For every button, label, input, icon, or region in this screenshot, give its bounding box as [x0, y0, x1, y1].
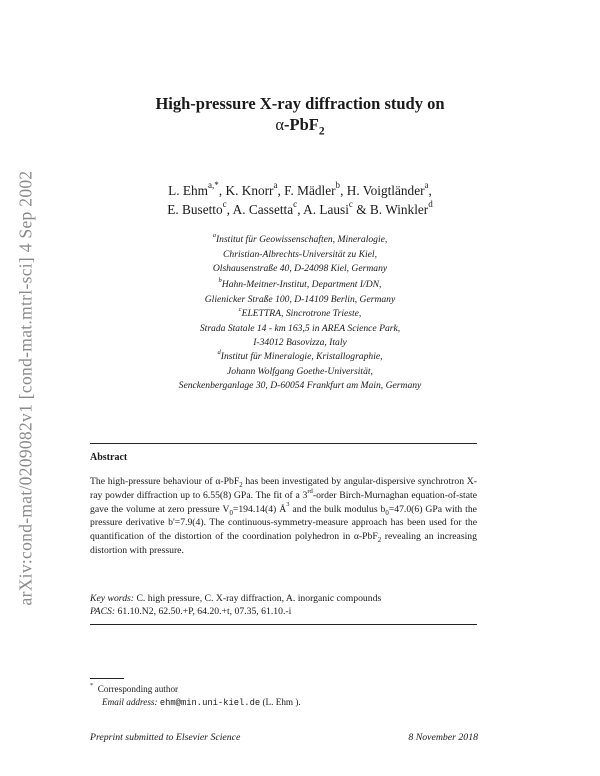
paper-title	[90, 93, 510, 138]
affiliation-d: $^d$Institut für Mineralogie, Kristallographie, Johann Wolfgang Goethe-Universität, Senckenberganlage 30, D-60054 Frankfurt am Main, Germany	[178, 348, 422, 391]
author: A. Lausi	[303, 202, 349, 217]
abstract-bottom-rule	[90, 624, 477, 625]
abstract-heading: Abstract	[90, 452, 128, 463]
page-footer	[90, 732, 478, 743]
abstract-top-rule	[90, 443, 477, 444]
email-link[interactable]: ehm@min.uni-kiel.de	[159, 698, 261, 708]
footnote-rule	[90, 678, 124, 679]
keywords: Key words: C. high pressure, C. X-ray diffraction, A. inorganic compounds	[90, 593, 382, 604]
author: H. Voigtländer	[346, 183, 425, 198]
affiliation-c: $^c$ELETTRA, Sincrotrone Trieste, Strada Statale 14 - km 163,5 in AREA Science Park, I-34012 Basovizza, Italy	[199, 305, 401, 348]
author: A. Cassetta	[232, 202, 294, 217]
footer-journal: Preprint submitted to Elsevier Science	[90, 732, 241, 743]
affiliation-b: $^b$Hahn-Meitner-Institut, Department I/DN, Glienicker Straße 100, D-14109 Berlin, Germany	[204, 276, 396, 305]
corresponding-author-note: * Corresponding author	[90, 682, 179, 694]
email-note: Email address: ehm@min.uni-kiel.de (L. Ehm ).	[102, 697, 301, 708]
pacs-codes: PACS: 61.10.N2, 62.50.+P, 64.20.+t, 07.35, 61.10.-i	[90, 606, 292, 617]
author: E. Busetto	[167, 202, 223, 217]
title-line-2: α-PbF$_2$	[275, 115, 325, 138]
title-line-1: High-pressure X-ray diffraction study on	[155, 94, 445, 113]
author-line-2: E. Busetto$^c$, A. Cassetta$^c$, A. Lausi$^c$ & B. Winkler$^d$	[167, 199, 433, 217]
author-list	[90, 181, 510, 219]
author: L. Ehm	[168, 183, 209, 198]
arxiv-sidebar	[10, 0, 42, 776]
arxiv-identifier: arXiv:cond-mat/0209082v1 [cond-mat.mtrl-sci] 4 Sep 2002	[15, 170, 36, 606]
author-line-1: L. Ehm$^{a,*}$, K. Knorr$^a$, F. Mädler$^b$, H. Voigtländer$^a$,	[168, 180, 432, 198]
affiliation-a: $^a$Institut für Geowissenschaften, Mineralogie, Christian-Albrechts-Universität zu Kiel, Olshausenstraße 40, D-24098 Kiel, Germany	[212, 231, 388, 274]
author: B. Winkler	[369, 202, 429, 217]
abstract-text: The high-pressure behaviour of α-PbF$_2$ has been investigated by angular-dispersive synchrotron X-ray powder diffraction up to 6.55(8) GPa. The fit of a 3rd-order Birch-Murnaghan equation-of-state gave the volume at zero pressure $V_0=194.14(4)$ $Å^3$ and the bulk modulus $b_0=47.0(6)$ GPa with the pressure derivative b'=7.9(4). The continuous-symmetry-measure approach has been used for the quantification of the distortion of the coordination polyhedron in α-PbF$_2$ revealing an increasing distortion with pressure.	[90, 476, 478, 556]
author: K. Knorr	[225, 183, 274, 198]
footer-date: 8 November 2018	[408, 732, 478, 743]
author: F. Mädler	[284, 183, 336, 198]
